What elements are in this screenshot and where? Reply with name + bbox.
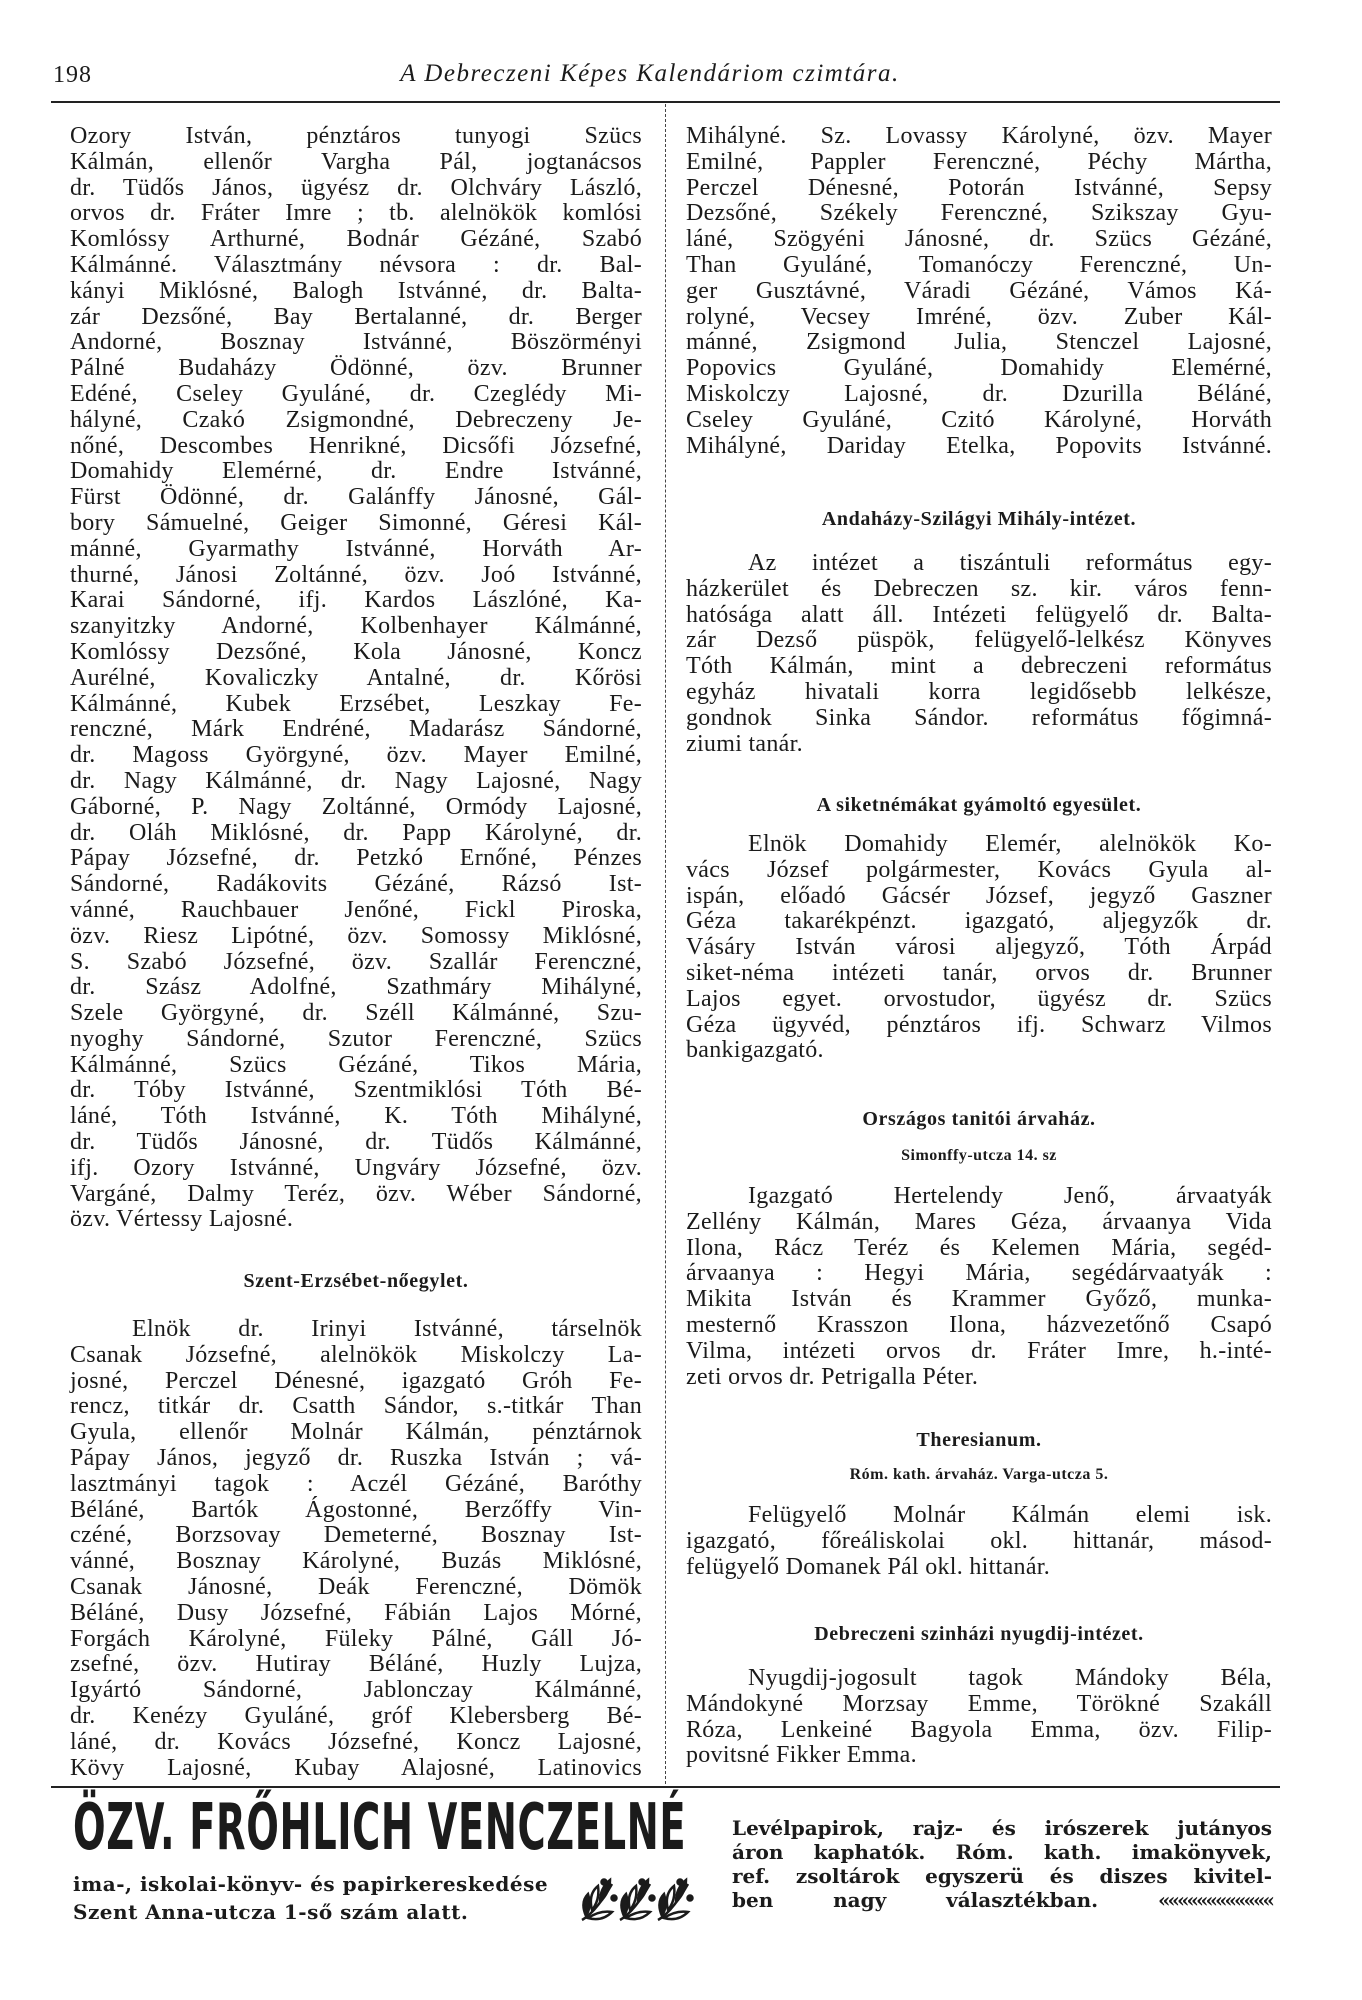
text-line: láné, Szögyéni Jánosné, dr. Szücs Gézáné, — [686, 226, 1272, 253]
text-line: siket-néma intézeti tanár, orvos dr. Brunner — [686, 959, 1272, 986]
text-line: Komlóssy Arthurné, Bodnár Gézáné, Szabó — [70, 226, 642, 253]
text-line: Karai Sándorné, ifj. Kardos Lászlóné, Ka- — [70, 587, 642, 614]
text-line: Elnök Domahidy Elemér, alelnökök Ko- — [748, 831, 1272, 857]
text-line: czéné, Borzsovay Demeterné, Bosznay Ist- — [70, 1522, 642, 1549]
text-line: Kálmánné, Szücs Gézáné, Tikos Mária, — [70, 1051, 642, 1078]
text-line: Igazgató Hertelendy Jenő, árvaatyák — [748, 1183, 1272, 1209]
text-line: dr. Kenézy Gyuláné, gróf Klebersberg Bé- — [70, 1702, 642, 1729]
text-line: Popovics Gyuláné, Domahidy Elemérné, — [686, 355, 1272, 382]
text-line: mánné, Zsigmond Julia, Stenczel Lajosné, — [686, 329, 1272, 356]
text-line: dr. Nagy Kálmánné, dr. Nagy Lajosné, Nagy — [70, 767, 642, 794]
text-line: rolyné, Vecsey Imréné, özv. Zuber Kál- — [686, 303, 1272, 330]
text-line: Gáborné, P. Nagy Zoltánné, Ormódy Lajosné, — [70, 793, 642, 820]
text-line: dr. Magoss Györgyné, özv. Mayer Emilné, — [70, 742, 642, 769]
text-line: Vásáry István városi aljegyző, Tóth Árpád — [686, 934, 1272, 961]
text-line: Géza ügyvéd, pénztáros ifj. Schwarz Vilmos — [686, 1011, 1272, 1038]
text-line: Gyula, ellenőr Molnár Kálmán, pénztárnok — [70, 1419, 642, 1446]
paragraph-committee-members — [70, 124, 642, 1233]
text-line: lasztmányi tagok : Aczél Gézáné, Baróthy — [70, 1470, 642, 1497]
text-line: vács József polgármester, Kovács Gyula al- — [686, 856, 1272, 883]
paragraph-nyugdij — [686, 1666, 1272, 1769]
laurel-sprig-icon — [578, 1872, 694, 1926]
text-line: Mihályné. Sz. Lovassy Károlyné, özv. Mayer — [686, 123, 1272, 149]
section-heading: Andaházy-Szilágyi Mihály-intézet. — [821, 508, 1137, 530]
advertisement-line: Szent Anna-utcza 1-ső szám alatt. — [73, 1900, 469, 1924]
advertisement-line: ref. zsoltárok egyszerü és diszes kivitel- — [732, 1864, 1272, 1888]
text-line: dr. Tüdős János, ügyész dr. Olchváry László, — [70, 174, 642, 201]
text-line: ifj. Ozory Istvánné, Ungváry Józsefné, özv. — [70, 1154, 642, 1181]
text-line: S. Szabó Józsefné, özv. Szallár Ferenczné, — [70, 948, 642, 975]
section-heading: Országos tanitói árvaház. — [862, 1108, 1096, 1130]
section-heading: A siketnémákat gyámoltó egyesület. — [816, 794, 1142, 816]
header-rule — [51, 101, 1280, 103]
text-line: Kövy Lajosné, Kubay Alajosné, Latinovics — [70, 1754, 642, 1781]
text-line: Mihályné, Dariday Etelka, Popovits Istvánné. — [686, 432, 1272, 459]
text-line: házkerület és Debreczen sz. kir. város fenn- — [686, 575, 1272, 602]
text-line: Csanak Jánosné, Deák Ferenczné, Dömök — [70, 1573, 642, 1600]
text-line: hályné, Czakó Zsigmondné, Debreczeny Je- — [70, 406, 642, 433]
section-heading: Debreczeni szinházi nyugdij-intézet. — [814, 1623, 1144, 1645]
text-line: Béláné, Dusy Józsefné, Fábián Lajos Mórné, — [70, 1599, 642, 1626]
text-line: dr. Tóby Istvánné, Szentmiklósi Tóth Bé- — [70, 1077, 642, 1104]
text-line: Kálmán, ellenőr Vargha Pál, jogtanácsos — [70, 148, 642, 175]
section-subtitle: Simonffy-utcza 14. sz — [901, 1147, 1057, 1164]
text-line: zár Dezsőné, Bay Bertalanné, dr. Berger — [70, 303, 642, 330]
text-line: zeti orvos dr. Petrigalla Péter. — [686, 1363, 979, 1390]
text-line: mesternő Krasszon Ilona, házvezetőnő Csapó — [686, 1311, 1272, 1338]
text-line: vánné, Bosznay Károlyné, Buzás Miklósné, — [70, 1548, 642, 1575]
text-line: Ozory István, pénztáros tunyogi Szücs — [70, 123, 642, 149]
text-line: Emilné, Pappler Ferenczné, Péchy Mártha, — [686, 148, 1272, 175]
text-line: Elnök dr. Irinyi Istvánné, társelnök — [132, 1316, 642, 1342]
text-line: Nyugdij-jogosult tagok Mándoky Béla, — [748, 1665, 1272, 1691]
text-line: hatósága alatt áll. Intézeti felügyelő dr. Balta- — [686, 601, 1272, 628]
paragraph-andahazy — [686, 551, 1272, 757]
advertisement-rule — [51, 1786, 1280, 1788]
text-line: josné, Perczel Dénesné, igazgató Gróh Fe- — [70, 1367, 642, 1394]
text-line: Felügyelő Molnár Kálmán elemi isk. — [748, 1502, 1272, 1528]
text-line: Szele Györgyné, dr. Széll Kálmánné, Szu- — [70, 1000, 642, 1027]
text-line: gondnok Sinka Sándor. református főgimná- — [686, 704, 1272, 731]
text-line: árvaanya : Hegyi Mária, segédárvaatyák : — [686, 1260, 1272, 1287]
text-line: Fürst Ödönné, dr. Galánffy Jánosné, Gál- — [70, 484, 642, 511]
text-line: Kálmánné, Kubek Erzsébet, Leszkay Fe- — [70, 690, 642, 717]
text-line: Vargáné, Dalmy Teréz, özv. Wéber Sándorné, — [70, 1180, 642, 1207]
text-line: özv. Vértessy Lajosné. — [70, 1206, 294, 1233]
section-heading: Theresianum. — [916, 1429, 1042, 1451]
text-line: povitsné Fikker Emma. — [686, 1742, 917, 1769]
text-line: Sándorné, Radákovits Gézáné, Rázsó Ist- — [70, 871, 642, 898]
paragraph-theresianum — [686, 1503, 1272, 1580]
text-line: nyoghy Sándorné, Szutor Ferenczné, Szücs — [70, 1025, 642, 1052]
advertisement-line: ben nagy választékban. — [732, 1888, 1099, 1912]
text-line: Perczel Dénesné, Potorán Istvánné, Sepsy — [686, 174, 1272, 201]
running-title: A Debreczeni Képes Kalendáriom czimtára. — [400, 60, 900, 87]
text-line: thurné, Jánosi Zoltánné, özv. Joó Istvánné, — [70, 561, 642, 588]
text-line: Mándokyné Morzsay Emme, Törökné Szakáll — [686, 1690, 1272, 1717]
text-line: Pálné Budaházy Ödönné, özv. Brunner — [70, 355, 642, 382]
text-line: Tóth Kálmán, mint a debreczeni református — [686, 653, 1272, 680]
text-line: Géza takarékpénzt. igazgató, aljegyzők dr. — [686, 908, 1272, 935]
text-line: láné, Tóth Istvánné, K. Tóth Mihályné, — [70, 1103, 642, 1130]
text-line: Béláné, Bartók Ágostonné, Berzőffy Vin- — [70, 1496, 642, 1523]
text-line: zsefné, özv. Hutiray Béláné, Huzly Lujza, — [70, 1651, 642, 1678]
advertisement-line: ima-, iskolai-könyv- és papirkereskedése — [73, 1872, 549, 1896]
text-line: egyház hivatali korra legidősebb lelkésze, — [686, 678, 1272, 705]
text-line: Zellény Kálmán, Mares Géza, árvaanya Vida — [686, 1208, 1272, 1235]
page-number: 198 — [53, 62, 92, 88]
text-line: bankigazgató. — [686, 1037, 824, 1064]
text-line: ispán, előadó Gácsér József, jegyző Gaszner — [686, 882, 1272, 909]
text-line: Az intézet a tiszántuli református egy- — [748, 550, 1272, 576]
text-line: Dezsőné, Székely Ferenczné, Szikszay Gyu- — [686, 200, 1272, 227]
text-line: Forgách Károlyné, Füleky Pálné, Gáll Jó- — [70, 1625, 642, 1652]
text-line: Than Gyuláné, Tomanóczy Ferenczné, Un- — [686, 251, 1272, 278]
text-line: dr. Oláh Miklósné, dr. Papp Károlyné, dr. — [70, 819, 642, 846]
text-line: nőné, Descombes Henrikné, Dicsőfi Józsefné, — [70, 432, 642, 459]
advertisement-right-text — [732, 1816, 1272, 1912]
text-line: dr. Tüdős Jánosné, dr. Tüdős Kálmánné, — [70, 1129, 642, 1156]
section-subtitle: Róm. kath. árvaház. Varga-utcza 5. — [849, 1466, 1109, 1483]
text-line: Domahidy Elemérné, dr. Endre Istvánné, — [70, 458, 642, 485]
paragraph-siketnema — [686, 832, 1272, 1064]
text-line: láné, dr. Kovács Józsefné, Koncz Lajosné, — [70, 1728, 642, 1755]
text-line: Mikita István és Krammer Győző, munka- — [686, 1286, 1272, 1313]
advertisement-line: áron kaphatók. Róm. kath. imakönyvek, — [732, 1840, 1272, 1864]
text-line: Pápay Józsefné, dr. Petzkó Ernőné, Pénzes — [70, 845, 642, 872]
text-line: kányi Miklósné, Balogh Istvánné, dr. Balta- — [70, 277, 642, 304]
advertisement-last-line — [732, 1888, 1272, 1912]
text-line: Cseley Gyuláné, Czitó Károlyné, Horváth — [686, 406, 1272, 433]
text-line: dr. Szász Adolfné, Szathmáry Mihályné, — [70, 974, 642, 1001]
text-line: renczné, Márk Endréné, Madarász Sándorné, — [70, 716, 642, 743]
chevron-ornament: «««««««««««« — [1158, 1888, 1272, 1912]
text-line: Vilma, intézeti orvos dr. Fráter Imre, h.-inté- — [686, 1337, 1272, 1364]
text-line: Róza, Lenkeiné Bagyola Emma, özv. Filip- — [686, 1716, 1272, 1743]
text-line: felügyelő Domanek Pál okl. hittanár. — [686, 1553, 1051, 1580]
column-divider — [665, 104, 666, 1784]
text-line: Pápay János, jegyző dr. Ruszka István ; vá- — [70, 1444, 642, 1471]
text-line: Edéné, Cseley Gyuláné, dr. Czeglédy Mi- — [70, 380, 642, 407]
text-line: Igyártó Sándorné, Jablonczay Kálmánné, — [70, 1677, 642, 1704]
text-line: Csanak Józsefné, alelnökök Miskolczy La- — [70, 1341, 642, 1368]
text-line: özv. Riesz Lipótné, özv. Somossy Miklósné, — [70, 922, 642, 949]
advertisement-line: Levélpapirok, rajz- és irószerek jutányos — [732, 1816, 1272, 1840]
text-line: Lajos egyet. orvostudor, ügyész dr. Szücs — [686, 985, 1272, 1012]
text-line: Ilona, Rácz Teréz és Kelemen Mária, segéd- — [686, 1234, 1272, 1261]
text-line: Andorné, Bosznay Istvánné, Böszörményi — [70, 329, 642, 356]
text-line: Miskolczy Lajosné, dr. Dzurilla Béláné, — [686, 380, 1272, 407]
text-line: vánné, Rauchbauer Jenőné, Fickl Piroska, — [70, 896, 642, 923]
text-line: rencz, titkár dr. Csatth Sándor, s.-titkár Than — [70, 1393, 642, 1420]
text-line: orvos dr. Fráter Imre ; tb. alelnökök komlósi — [70, 200, 642, 227]
text-line: mánné, Gyarmathy Istvánné, Horváth Ar- — [70, 535, 642, 562]
text-line: ziumi tanár. — [686, 730, 803, 757]
paragraph-continued-members — [686, 124, 1272, 459]
text-line: zár Dezső püspök, felügyelő-lelkész Könyves — [686, 627, 1272, 654]
text-line: igazgató, főreáliskolai okl. hittanár, másod- — [686, 1527, 1272, 1554]
paragraph-szent-erzsebet — [70, 1317, 642, 1781]
section-heading: Szent-Erzsébet-nőegylet. — [243, 1270, 469, 1292]
text-line: szanyitzky Andorné, Kolbenhayer Kálmánné, — [70, 613, 642, 640]
advertisement-title: ÖZV. FRŐHLICH VENCZELNÉ — [73, 1791, 687, 1865]
paragraph-arvahaz — [686, 1184, 1272, 1390]
text-line: bory Sámuelné, Geiger Simonné, Géresi Kál- — [70, 509, 642, 536]
text-line: ger Gusztávné, Váradi Gézáné, Vámos Ká- — [686, 277, 1272, 304]
text-line: Komlóssy Dezsőné, Kola Jánosné, Koncz — [70, 638, 642, 665]
text-line: Kálmánné. Választmány névsora : dr. Bal- — [70, 251, 642, 278]
text-line: Aurélné, Kovaliczky Antalné, dr. Kőrösi — [70, 664, 642, 691]
